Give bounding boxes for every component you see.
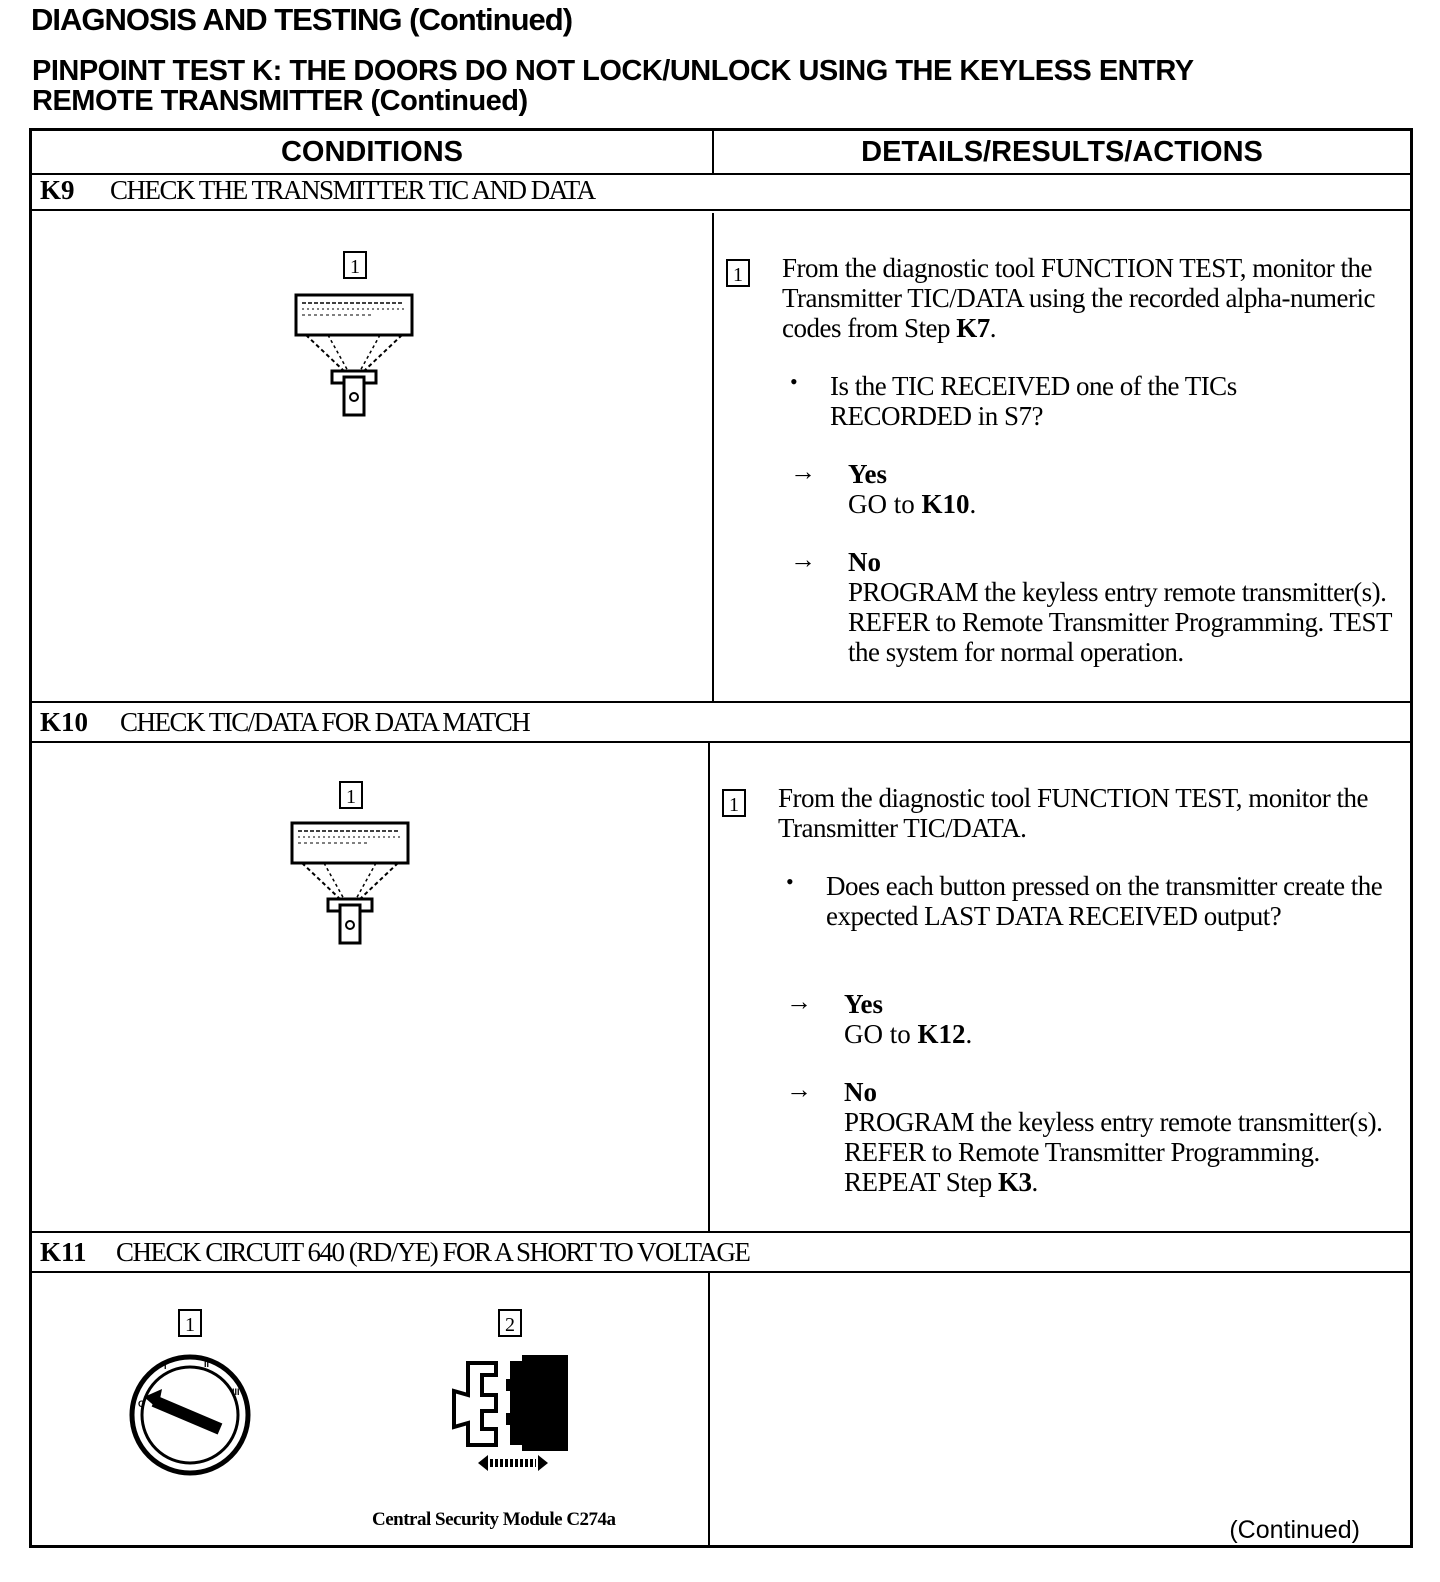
step-k10-instruction: From the diagnostic tool FUNCTION TEST, monitor the Transmitter TIC/DATA. <box>778 783 1368 843</box>
connector-caption: Central Security Module C274a <box>372 1509 616 1530</box>
instruction-step-ref: K7 <box>956 313 990 343</box>
yes-action-step-ref: K10 <box>921 489 970 519</box>
test-title-line-1: PINPOINT TEST K: THE DOORS DO NOT LOCK/UNLOCK USING THE KEYLESS ENTRY <box>32 55 1194 87</box>
step-k9-instruction <box>782 253 1382 343</box>
step-k10-id: K10 <box>40 707 89 737</box>
callout-number: 1 <box>343 251 367 279</box>
table-header <box>32 131 1410 175</box>
svg-text:I: I <box>164 1361 167 1371</box>
page-title: DIAGNOSIS AND TESTING (Continued) <box>31 2 573 37</box>
step-k9-row <box>32 213 1410 701</box>
step-k11-heading: CHECK CIRCUIT 640 (RD/YE) FOR A SHORT TO VOLTAGE <box>116 1237 750 1267</box>
conditions-column-header: CONDITIONS <box>32 131 714 173</box>
step-k9-yes-action <box>848 489 976 520</box>
callout-number: 1 <box>722 789 746 817</box>
step-k10-question: Does each button pressed on the transmitter create the expected LAST DATA RECEIVED output? <box>826 871 1383 931</box>
no-action-text-end: . <box>1031 1167 1038 1197</box>
step-k9-conditions-cell <box>32 213 714 701</box>
yes-action-text: GO to <box>844 1019 918 1049</box>
yes-action-text-end: . <box>969 489 977 519</box>
yes-action-step-ref: K12 <box>917 1019 966 1049</box>
step-k10-yes-label: Yes <box>844 989 883 1019</box>
connector-icon <box>448 1353 578 1475</box>
step-k11-id: K11 <box>40 1237 87 1267</box>
arrow-right-icon: → <box>790 545 816 574</box>
bullet-icon: • <box>790 369 798 394</box>
step-k9-heading: CHECK THE TRANSMITTER TIC AND DATA <box>110 175 595 205</box>
step-k10-details-cell <box>710 743 1410 1231</box>
step-k11-header <box>32 1231 1410 1273</box>
instruction-text-end: . <box>989 313 996 343</box>
step-k10-header <box>32 701 1410 743</box>
details-column-header: DETAILS/RESULTS/ACTIONS <box>861 136 1263 168</box>
svg-text:II: II <box>204 1359 210 1369</box>
step-k9-yes-label: Yes <box>848 459 887 489</box>
step-k9-no-action: PROGRAM the keyless entry remote transmitter(s). REFER to Remote Transmitter Programming. TEST the system for normal operation. <box>848 577 1392 667</box>
test-title-line-2: REMOTE TRANSMITTER (Continued) <box>32 85 528 117</box>
pinpoint-test-table <box>29 128 1413 1548</box>
step-k11-details-cell <box>710 1273 1410 1545</box>
step-k10-no-action <box>844 1107 1394 1197</box>
svg-text:III: III <box>232 1387 240 1397</box>
step-k9-question: Is the TIC RECEIVED one of the TICs RECORDED in S7? <box>830 371 1237 431</box>
step-k9-header <box>32 171 1410 211</box>
arrow-right-icon: → <box>786 1075 812 1104</box>
step-k9-details-cell <box>714 213 1410 701</box>
step-k11-conditions-cell <box>32 1273 710 1545</box>
step-k10-yes-action <box>844 1019 972 1050</box>
no-action-step-ref: K3 <box>998 1167 1032 1197</box>
no-action-text: PROGRAM the keyless entry remote transmitter(s). REFER to Remote Transmitter Programming. REPEAT Step <box>844 1107 1383 1197</box>
callout-number: 1 <box>339 781 363 809</box>
instruction-text: From the diagnostic tool FUNCTION TEST, monitor the Transmitter TIC/DATA using the recorded alpha-numeric codes from Step <box>782 253 1375 343</box>
step-k11-row <box>32 1273 1410 1545</box>
ignition-switch-icon <box>124 1349 256 1481</box>
step-k10-row <box>32 743 1410 1231</box>
callout-number: 1 <box>726 259 750 287</box>
pinpoint-test-title <box>32 56 1194 116</box>
callout-number: 1 <box>178 1309 202 1337</box>
yes-action-text-end: . <box>965 1019 973 1049</box>
step-k9-id: K9 <box>40 175 75 205</box>
step-k10-conditions-cell <box>32 743 710 1231</box>
callout-number: 2 <box>498 1309 522 1337</box>
yes-action-text: GO to <box>848 489 922 519</box>
arrow-right-icon: → <box>790 457 816 486</box>
step-k10-no-label: No <box>844 1077 877 1107</box>
arrow-right-icon: → <box>786 987 812 1016</box>
continued-footer: (Continued) <box>1229 1516 1360 1544</box>
step-k10-heading: CHECK TIC/DATA FOR DATA MATCH <box>120 707 530 737</box>
diagnostic-tool-icon <box>288 819 412 949</box>
diagnostic-tool-icon <box>292 291 416 421</box>
step-k9-no-label: No <box>848 547 881 577</box>
bullet-icon: • <box>786 869 794 894</box>
svg-text:O: O <box>138 1399 146 1409</box>
